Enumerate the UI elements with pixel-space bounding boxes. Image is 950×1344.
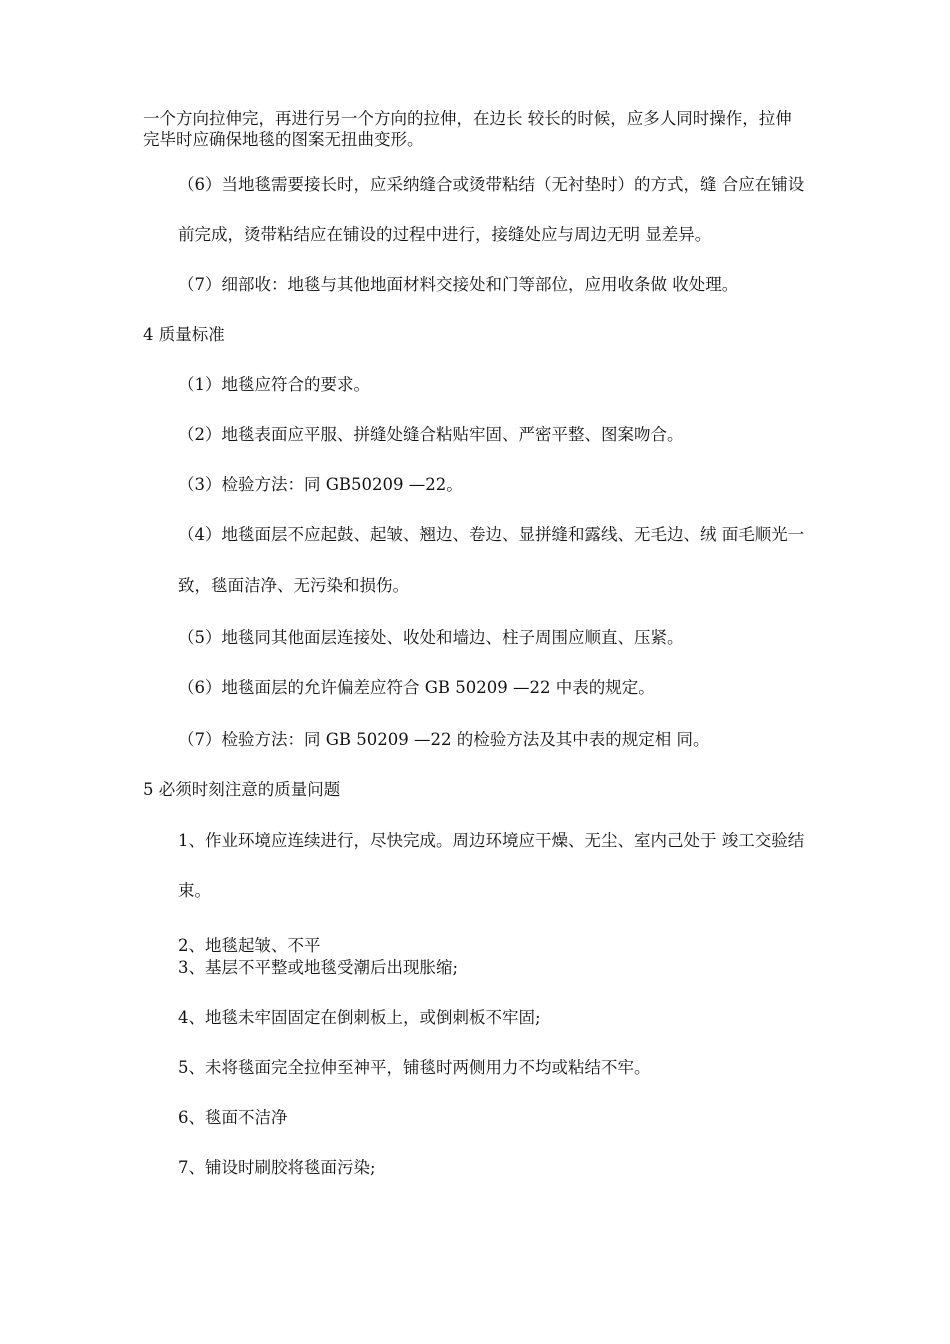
list-item-line: （7）细部收：地毯与其他地面材料交接处和门等部位，应用收条做 收处理。 [178,275,739,294]
list-item-line: 前完成，烫带粘结应在铺设的过程中进行，接缝处应与周边无明 显差异。 [178,225,712,244]
list-item-line: （1）地毯应符合的要求。 [178,375,370,394]
paragraph-line: 一个方向拉伸完，再进行另一个方向的拉伸，在边长 较长的时候，应多人同时操作，拉伸 [143,109,792,128]
section-heading: 5 必须时刻注意的质量问题 [143,780,341,799]
list-item-line: （7）检验方法：同 GB 50209 —22 的检验方法及其中表的规定相 同。 [178,730,710,749]
list-item-line: （4）地毯面层不应起鼓、起皱、翘边、卷边、显拼缝和露线、无毛边、绒 面毛顺光一 [178,525,805,544]
list-item-line: 7、铺设时刷胶将毯面污染; [178,1158,376,1177]
list-item-line: （2）地毯表面应平服、拼缝处缝合粘贴牢固、严密平整、图案吻合。 [178,425,684,444]
list-item-line: 1、作业环境应连续进行，尽快完成。周边环境应干燥、无尘、室内己处于 竣工交验结 [178,831,805,850]
list-item-line: 5、未将毯面完全拉伸至神平，铺毯时两侧用力不均或粘结不牢。 [178,1058,651,1077]
list-item-line: 6、毯面不洁净 [178,1108,288,1127]
list-item-line: 致，毯面洁净、无污染和损伤。 [178,576,409,595]
list-item-line: 束。 [178,881,211,900]
list-item-line: 2、地毯起皱、不平 [178,936,321,955]
list-item-line: 4、地毯未牢固固定在倒刺板上，或倒刺板不牢固; [178,1008,541,1027]
section-heading: 4 质量标准 [143,325,225,344]
list-item-line: （6）当地毯需要接长时，应采纳缝合或烫带粘结（无衬垫时）的方式，缝 合应在铺设 [178,175,805,194]
paragraph-line: 完毕时应确保地毯的图案无扭曲变形。 [143,130,424,149]
list-item-line: （5）地毯同其他面层连接处、收处和墙边、柱子周围应顺直、压紧。 [178,628,684,647]
list-item-line: 3、基层不平整或地毯受潮后出现胀缩; [178,958,459,977]
list-item-line: （3）检验方法：同 GB50209 —22。 [178,475,463,494]
list-item-line: （6）地毯面层的允许偏差应符合 GB 50209 —22 中表的规定。 [178,678,655,697]
